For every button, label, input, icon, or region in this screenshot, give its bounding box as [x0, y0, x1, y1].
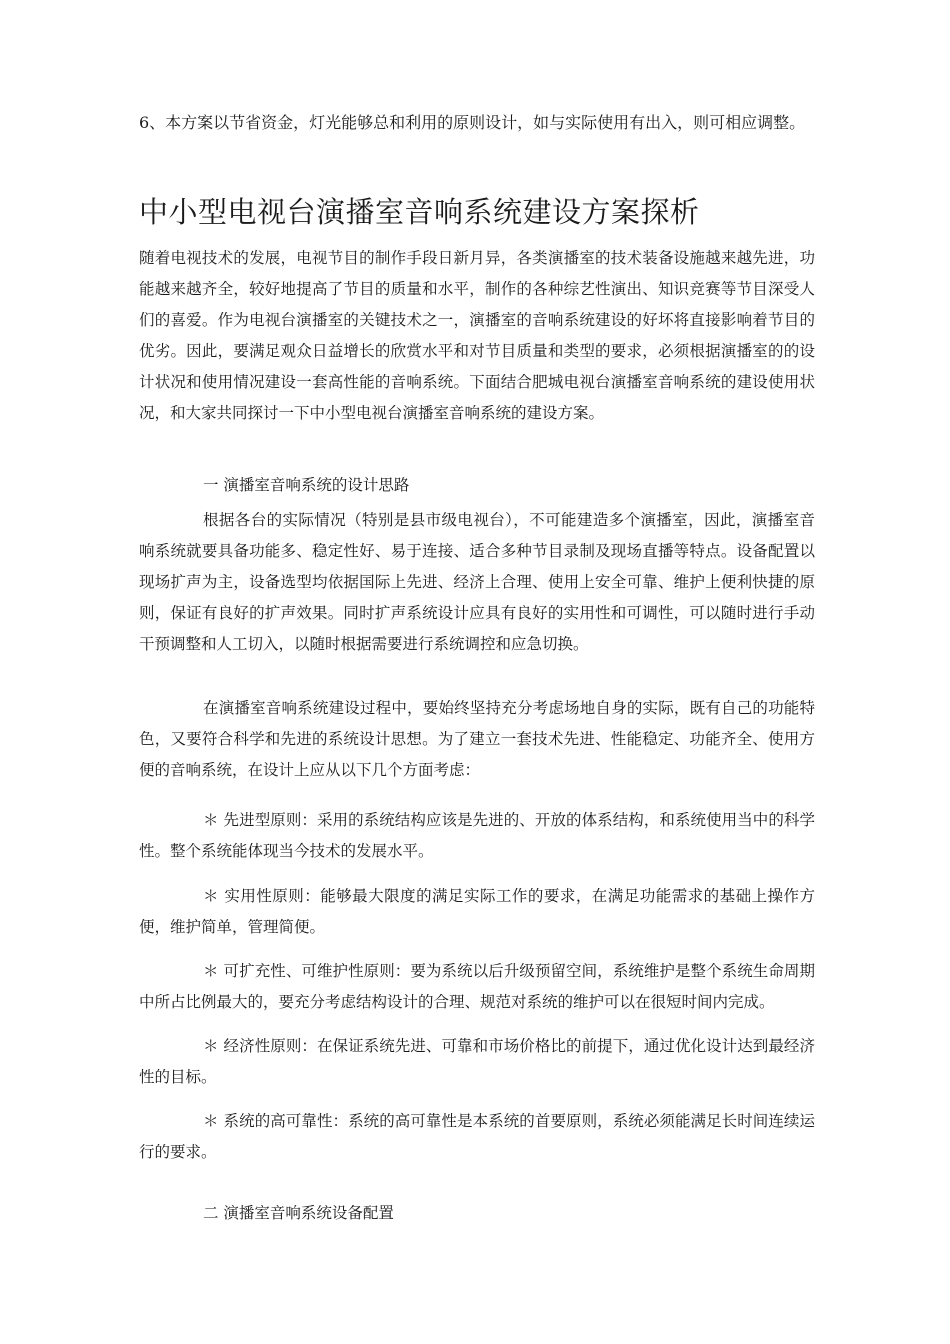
principle-practical: ＊ 实用性原则：能够最大限度的满足实际工作的要求，在满足功能需求的基础上操作方便，维护简单，管理简便。: [139, 887, 815, 936]
principle-economic: ＊ 经济性原则：在保证系统先进、可靠和市场价格比的前提下，通过优化设计达到最经济性的目标。: [139, 1037, 815, 1086]
note-item-6: 6、本方案以节省资金，灯光能够总和利用的原则设计，如与实际使用有出入，则可相应调整。: [139, 113, 806, 132]
principle-reliability: ＊ 系统的高可靠性：系统的高可靠性是本系统的首要原则，系统必须能满足长时间连续运行的要求。: [139, 1112, 815, 1161]
principle-advanced: ＊ 先进型原则：采用的系统结构应该是先进的、开放的体系结构，和系统使用当中的科学性。整个系统能体现当今技术的发展水平。: [139, 811, 815, 860]
intro-paragraph: 随着电视技术的发展，电视节目的制作手段日新月异，各类演播室的技术装备设施越来越先进，功能越来越齐全，较好地提高了节目的质量和水平，制作的各种综艺性演出、知识竞赛等节目深受人们的喜爱。作为电视台演播室的关键技术之一，演播室的音响系统建设的好坏将直接影响着节目的优劣。因此，要满足观众日益增长的欣赏水平和对节目质量和类型的要求，必须根据演播室的的设计状况和使用情况建设一套高性能的音响系统。下面结合肥城电视台演播室音响系统的建设使用状况，和大家共同探讨一下中小型电视台演播室音响系统的建设方案。: [139, 249, 815, 422]
paragraph-design-ideas: 根据各台的实际情况（特别是县市级电视台），不可能建造多个演播室，因此，演播室音响系统就要具备功能多、稳定性好、易于连接、适合多种节目录制及现场直播等特点。设备配置以现场扩声为主，设备选型均依据国际上先进、经济上合理、使用上安全可靠、维护上便利快捷的原则，保证有良好的扩声效果。同时扩声系统设计应具有良好的实用性和可调性，可以随时进行手动干预调整和人工切入，以随时根据需要进行系统调控和应急切换。: [139, 511, 815, 653]
page-title: 中小型电视台演播室音响系统建设方案探析: [139, 195, 700, 229]
section-1-heading: 一 演播室音响系统的设计思路: [203, 476, 410, 494]
section-2-heading: 二 演播室音响系统设备配置: [203, 1204, 394, 1222]
principle-expandable: ＊ 可扩充性、可维护性原则：要为系统以后升级预留空间，系统维护是整个系统生命周期中所占比例最大的，要充分考虑结构设计的合理、规范对系统的维护可以在很短时间内完成。: [139, 962, 815, 1011]
paragraph-construction: 在演播室音响系统建设过程中，要始终坚持充分考虑场地自身的实际，既有自己的功能特色，又要符合科学和先进的系统设计思想。为了建立一套技术先进、性能稳定、功能齐全、使用方便的音响系统，在设计上应从以下几个方面考虑：: [139, 699, 815, 779]
